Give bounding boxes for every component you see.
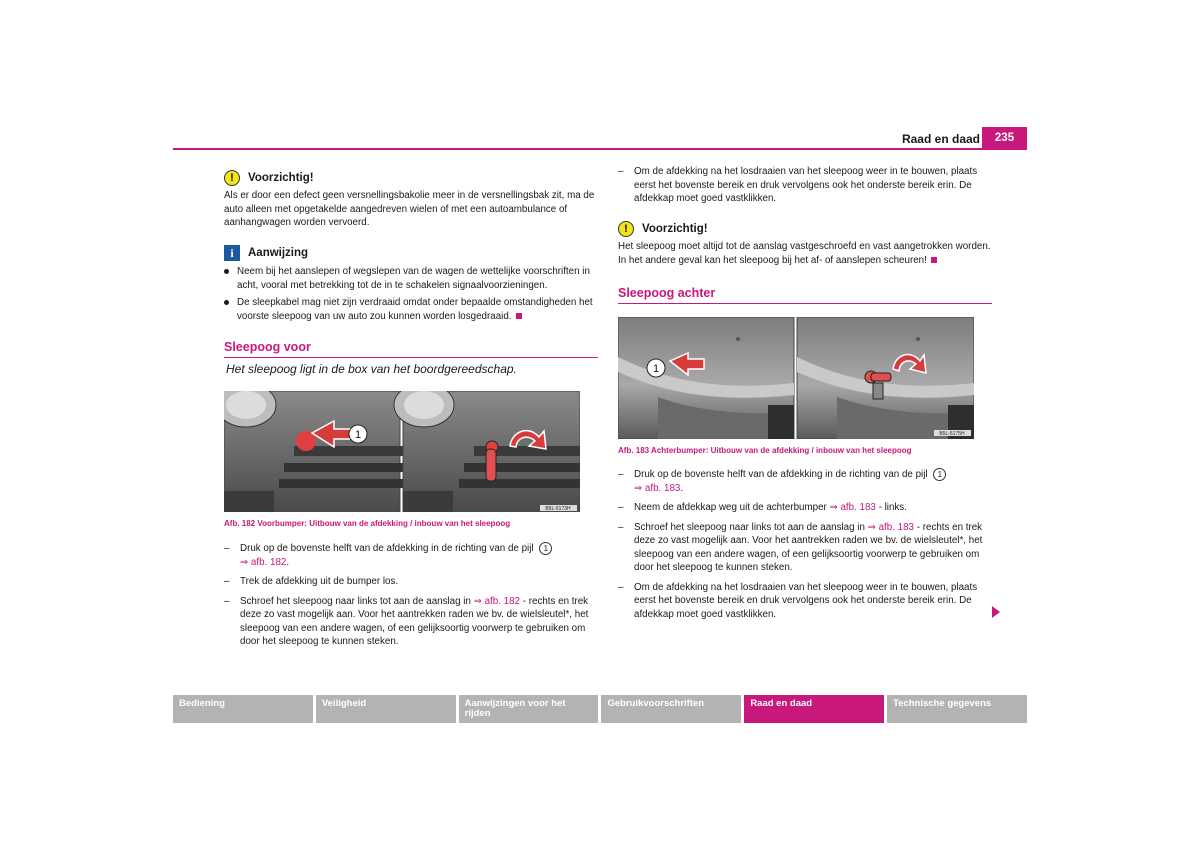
rear-bumper-illustration [618, 317, 974, 439]
end-mark-icon [931, 257, 937, 263]
step-text: Druk op de bovenste helft van de afdekking in de richting van de pijl [240, 543, 534, 555]
figure-182-caption: Afb. 182 Voorbumper: Uitbouw van de afdekking / inbouw van het sleepoog [224, 519, 511, 528]
caution-text: Het sleepoog moet altijd tot de aanslag vastgeschroefd en vast aangetrokken worden. In het andere geval kan het sleepoog bij het af- of aanslepen scheuren! [618, 241, 991, 266]
info-icon: i [224, 245, 240, 261]
step-text: - rechts en trek deze zo vast mogelijk aan. Voor het aantrekken raden we bv. de wielsleutel*, het sleepoog van een andere wagen, of een gelijksoortig voorwerp te gebruiken om door het sleepoog te kunnen steken. [240, 595, 589, 648]
nav-tab-gebruikvoorschriften[interactable]: Gebruikvoorschriften [601, 695, 741, 723]
step-text: Schroef het sleepoog naar links tot aan de aanslag in [240, 595, 471, 607]
info-bullet [224, 265, 598, 292]
callout-1: 1 [652, 363, 660, 375]
step-text: Neem de afdekkap weg uit de achterbumper [634, 502, 827, 514]
figure-183-caption: Afb. 183 Achterbumper: Uitbouw van de afdekking / inbouw van het sleepoog [618, 446, 912, 455]
info-note [224, 245, 598, 323]
front-bumper-illustration [224, 391, 580, 512]
step-text: Trek de afdekking uit de bumper los. [240, 576, 399, 588]
nav-tab-bediening[interactable]: Bediening [173, 695, 313, 723]
list-item [618, 521, 986, 575]
next-page-arrow-icon[interactable] [992, 606, 1000, 618]
figure-link[interactable]: ⇒ afb. 182 [473, 595, 521, 607]
nav-tab-aanwijzingen[interactable]: Aanwijzingen voor het rijden [459, 695, 599, 723]
caution-icon: ! [224, 170, 240, 186]
info-bullet-text: De sleepkabel mag niet zijn verdraaid omdat onder bepaalde omstandigheden het voorste sleepoog van uw auto zou kunnen worden losgedraaid. [237, 297, 593, 322]
step-text: Schroef het sleepoog naar links tot aan de aanslag in [634, 521, 865, 533]
step-text: - links. [878, 502, 907, 514]
dash-mark: – [618, 581, 624, 593]
figure-link[interactable]: ⇒ afb. 182 [240, 556, 287, 568]
caution-text: Als er door een defect geen versnellingsbakolie meer in de versnellingsbak zit, ma de auto alleen met opgetakelde aangedreven wielen of met een autoambulance of aanhangwagen worden vervoerd. [224, 190, 595, 228]
step-text: Om de afdekking na het losdraaien van het sleepoog weer in te bouwen, plaats eerst het bovenste bereik en druk vervolgens ook het onderste bereik erin. De afdekkap moet goed vastklikken. [634, 166, 978, 204]
step-text: - rechts en trek deze zo vast mogelijk aan. Voor het aantrekken raden we bv. de wielsleutel*, het sleepoog van een andere wagen, of een gelijksoortig voorwerp te gebruiken om door het sleepoog te kunnen steken. [634, 521, 983, 574]
section-subtitle: Het sleepoog ligt in de box van het boordgereedschap. [226, 362, 517, 376]
step-text: Druk op de bovenste helft van de afdekking in de richting van de pijl [634, 469, 928, 481]
figure-183 [618, 317, 974, 439]
dash-mark: – [618, 502, 624, 514]
nav-tab-raad-en-daad[interactable]: Raad en daad [744, 695, 884, 723]
section-title-sleepoog-voor: Sleepoog voor [224, 340, 598, 358]
section-title-sleepoog-achter: Sleepoog achter [618, 286, 992, 304]
figure-link[interactable]: ⇒ afb. 183 [634, 482, 681, 494]
dash-mark: – [618, 166, 624, 177]
dash-mark: – [618, 469, 624, 480]
list-item [618, 165, 990, 206]
nav-tab-technische-gegevens[interactable]: Technische gegevens [887, 695, 1027, 723]
caution-title: Voorzichtig! [642, 223, 708, 235]
end-mark-icon [516, 313, 522, 319]
list-item [618, 501, 986, 515]
bullet-icon [224, 300, 229, 305]
list-item: – Druk op de bovenste helft van de afdekking in de richting van de pijl 1 ⇒ afb. 183. [618, 468, 986, 495]
caution-note-1 [224, 170, 598, 230]
callout-1: 1 [354, 429, 362, 441]
list-item [224, 575, 592, 589]
page-number: 235 [982, 127, 1027, 148]
dash-mark: – [224, 595, 230, 607]
list-item [618, 581, 986, 622]
chapter-nav [173, 695, 1027, 723]
dash-mark: – [618, 521, 624, 533]
figure-link[interactable]: ⇒ afb. 183 [867, 521, 915, 533]
running-header-title: Raad en daad [901, 132, 980, 146]
info-title: Aanwijzing [248, 247, 309, 259]
right-steps-list [618, 468, 986, 627]
info-bullet [224, 296, 598, 323]
dash-mark: – [224, 543, 230, 554]
figure-code: B5L-5173H [545, 506, 571, 512]
callout-1-icon: 1 [933, 468, 946, 481]
figure-182 [224, 391, 580, 512]
nav-tab-veiligheid[interactable]: Veiligheid [316, 695, 456, 723]
bullet-icon [224, 269, 229, 274]
left-steps-list [224, 542, 592, 655]
info-bullet-text: Neem bij het aanslepen of wegslepen van de wagen de wettelijke voorschriften in acht, vooral met betrekking tot de in te schakelen signaalvoorzieningen. [237, 266, 590, 291]
header-rule [173, 148, 1027, 150]
caution-title: Voorzichtig! [248, 172, 314, 184]
callout-1-icon: 1 [539, 542, 552, 555]
list-item [224, 595, 592, 649]
figure-link[interactable]: ⇒ afb. 183 [829, 502, 876, 514]
step-text: Om de afdekking na het losdraaien van het sleepoog weer in te bouwen, plaats eerst het bovenste bereik en druk vervolgens ook het onderste bereik erin. De afdekkap moet goed vastklikken. [634, 581, 978, 620]
dash-mark: – [224, 576, 230, 588]
caution-icon: ! [618, 221, 634, 237]
list-item: – Druk op de bovenste helft van de afdekking in de richting van de pijl 1 ⇒ afb. 182. [224, 542, 592, 569]
caution-note-2 [618, 221, 992, 267]
right-top-step [618, 165, 990, 212]
figure-code: B5L-5175H [939, 431, 965, 437]
